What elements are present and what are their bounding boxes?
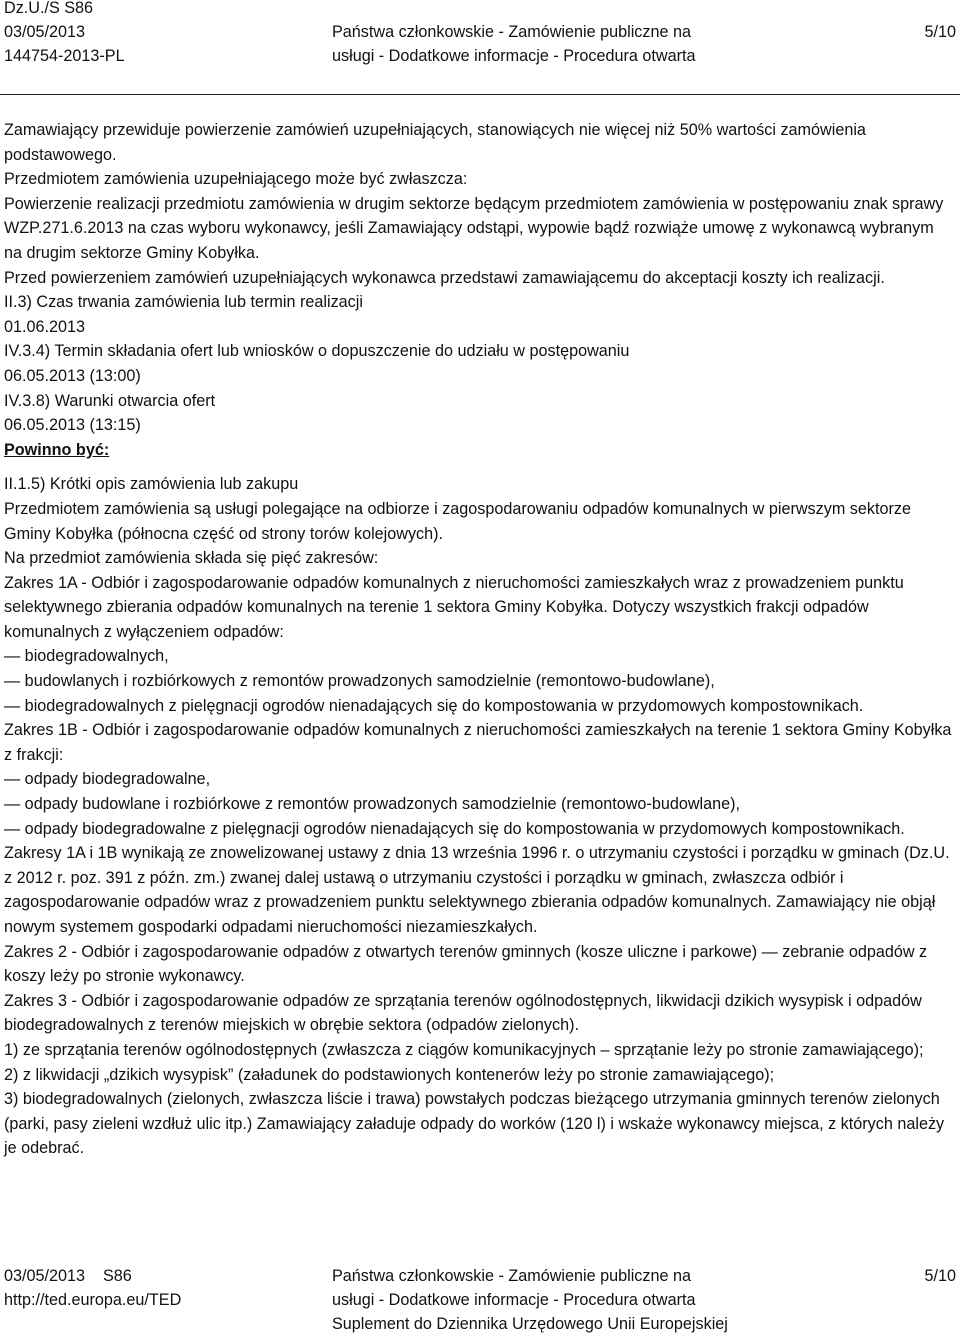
paragraph-five-scopes: Na przedmiot zamówienia składa się pięć zakresów:: [4, 549, 379, 568]
section-duration-title: II.3) Czas trwania zamówienia lub termin realizacji: [4, 293, 363, 312]
paragraph-scope-2: Zakres 2 - Odbiór i zagospodarowanie odpadów z otwartych terenów gminnych (kosze uliczne i parkowe) — zebranie odpadów z koszy leży po stronie wykonawcy.: [4, 942, 928, 986]
paragraph-costs: Przed powierzeniem zamówień uzupełniających wykonawca przedstawi zamawiającemu do akceptacji koszty ich realizacji.: [4, 268, 885, 287]
footer-title-line-2: usługi - Dodatkowe informacje - Procedura otwarta: [332, 1291, 696, 1309]
footer-date-series: 03/05/2013 S86: [4, 1267, 132, 1285]
section-deadline-title: IV.3.4) Termin składania ofert lub wniosków o dopuszczenie do udziału w postępowaniu: [4, 342, 630, 361]
paragraph-second-sector: Powierzenie realizacji przedmiotu zamówienia w drugim sektorze będącym przedmiotem zamówienia w postępowaniu znak sprawy WZP.271.6.2013 na czas wyboru wykonawcy, jeśli Zamawiający odstąpi, wypowie bądź rozwiąże umowę z wykonawcą wybranym na drugim sektorze Gminy Kobyłka.: [4, 194, 944, 262]
paragraph-additional-orders: Zamawiający przewiduje powierzenie zamówień uzupełniających, stanowiących nie więcej niż 50% wartości zamówienia podstawowego.: [4, 121, 866, 164]
paragraph-subject-intro: Przedmiotem zamówienia uzupełniającego może być zwłaszcza:: [4, 170, 468, 189]
header-left: [4, 0, 125, 68]
should-be-heading: Powinno być:: [4, 440, 110, 459]
footer-supplement: Suplement do Dziennika Urzędowego Unii Europejskiej: [332, 1315, 728, 1333]
footer-center: [332, 1264, 728, 1336]
footer-url: http://ted.europa.eu/TED: [4, 1291, 182, 1309]
spacer: [4, 462, 956, 472]
list-item: — budowlanych i rozbiórkowych z remontów prowadzonych samodzielnie (remontowo-budowlane),: [4, 672, 715, 691]
document-body: [4, 118, 956, 1161]
paragraph-subject: Przedmiotem zamówienia są usługi polegające na odbiorze i zagospodarowaniu odpadów komunalnych w pierwszym sektorze Gminy Kobyłka (północna część od strony torów kolejowych).: [4, 499, 911, 543]
section-opening-title: IV.3.8) Warunki otwarcia ofert: [4, 391, 216, 410]
header-divider: [0, 94, 960, 95]
header-title-line-2: usługi - Dodatkowe informacje - Procedura otwarta: [332, 47, 696, 65]
journal-ref: Dz.U./S S86: [4, 0, 94, 17]
footer-title-line-1: Państwa członkowskie - Zamówienie publiczne na: [332, 1267, 691, 1285]
paragraph-point-1: 1) ze sprzątania terenów ogólnodostępnych (zwłaszcza z ciągów komunikacyjnych – sprzątanie leży po stronie zamawiającego);: [4, 1040, 924, 1059]
footer-left: [4, 1264, 181, 1312]
page-header: [0, 0, 960, 68]
page-footer: [0, 1264, 960, 1336]
footer-page-number: 5/10: [924, 1267, 956, 1285]
section-short-description-title: II.1.5) Krótki opis zamówienia lub zakupu: [4, 475, 299, 494]
list-item: — odpady biodegradowalne z pielęgnacji ogrodów nienadających się do kompostowania w przydomowych kompostownikach.: [4, 819, 905, 838]
header-date: 03/05/2013: [4, 23, 86, 41]
section-duration-value: 01.06.2013: [4, 317, 86, 336]
section-opening-value: 06.05.2013 (13:15): [4, 416, 141, 435]
paragraph-point-3: 3) biodegradowalnych (zielonych, zwłaszcza liście i trawa) powstałych podczas bieżącego utrzymania gminnych terenów zielonych (parki, pasy zieleni wzdłuż ulic itp.) Zamawiający załaduje odpady do worków (120 l) i wskaże wykonawcy miejsca, z których należy je odebrać.: [4, 1090, 945, 1158]
header-page-number: 5/10: [924, 23, 956, 41]
footer-right: [924, 1264, 956, 1288]
header-center: [332, 0, 695, 68]
list-item: — odpady budowlane i rozbiórkowe z remontów prowadzonych samodzielnie (remontowo-budowlane),: [4, 795, 741, 814]
list-item: — odpady biodegradowalne,: [4, 770, 211, 789]
paragraph-point-2: 2) z likwidacji „dzikich wysypisk” (załadunek do podstawionych kontenerów leży po stronie zamawiającego);: [4, 1065, 775, 1084]
paragraph-scope-1a: Zakres 1A - Odbiór i zagospodarowanie odpadów komunalnych z nieruchomości zamieszkałych wraz z prowadzeniem punktu selektywnego zbierania odpadów komunalnych na terenie 1 sektora Gminy Kobyłka. Dotyczy wszystkich frakcji odpadów komunalnych z wyłączeniem odpadów:: [4, 573, 904, 641]
list-item: — biodegradowalnych z pielęgnacji ogrodów nienadających się do kompostowania w przydomowych kompostownikach.: [4, 696, 864, 715]
notice-number: 144754-2013-PL: [4, 47, 125, 65]
paragraph-scope-1b: Zakres 1B - Odbiór i zagospodarowanie odpadów komunalnych z nieruchomości zamieszkałych na terenie 1 sektora Gminy Kobyłka z frakcji:: [4, 721, 952, 764]
paragraph-legal-basis: Zakresy 1A i 1B wynikają ze znowelizowanej ustawy z dnia 13 września 1996 r. o utrzymaniu czystości i porządku w gminach (Dz.U. z 2012 r. poz. 391 z późn. zm.) zwanej dalej ustawą o utrzymaniu czystości i porządku w gminach, zwłaszcza odbiór i zagospodarowanie odpadów wraz z prowadzeniem punktu selektywnego zbierania odpadów komunalnych. Zamawiający nie objął nowym systemem gospodarki odpadami nieruchomości niezamieszkałych.: [4, 844, 950, 936]
header-right: [924, 0, 956, 44]
header-title-line-1: Państwa członkowskie - Zamówienie publiczne na: [332, 23, 691, 41]
list-item: — biodegradowalnych,: [4, 647, 169, 666]
section-deadline-value: 06.05.2013 (13:00): [4, 366, 141, 385]
paragraph-scope-3: Zakres 3 - Odbiór i zagospodarowanie odpadów ze sprzątania terenów ogólnodostępnych, likwidacji dzikich wysypisk i odpadów biodegradowalnych z terenów miejskich w obrębie sektora (odpadów zielonych).: [4, 991, 922, 1035]
